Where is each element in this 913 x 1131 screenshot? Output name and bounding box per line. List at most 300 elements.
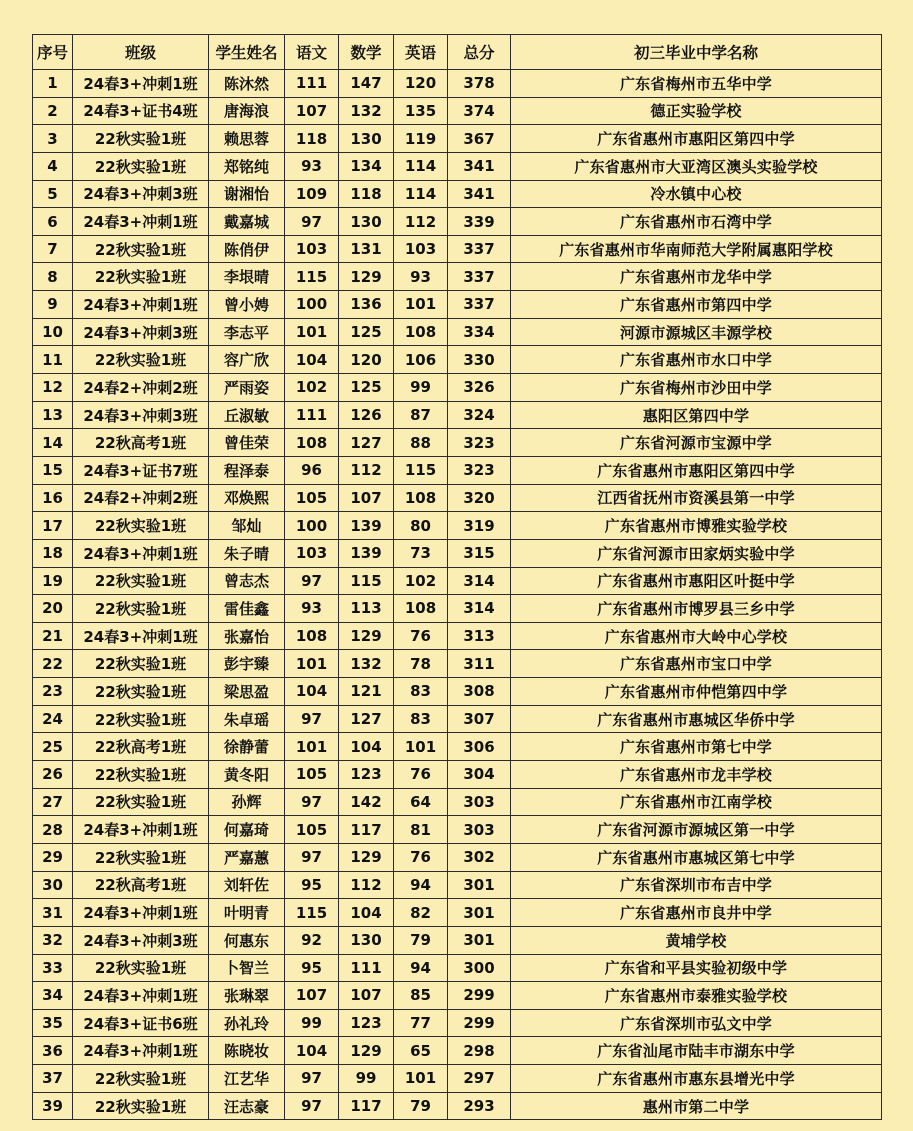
cell-class: 24春2+冲刺2班 <box>73 484 209 512</box>
cell-total: 341 <box>448 152 511 180</box>
table-row <box>33 291 882 319</box>
cell-total: 304 <box>448 761 511 789</box>
cell-class: 22秋高考1班 <box>73 733 209 761</box>
table-row <box>33 650 882 678</box>
cell-total: 378 <box>448 70 511 98</box>
cell-total: 300 <box>448 954 511 982</box>
cell-student: 严嘉蕙 <box>209 843 285 871</box>
cell-class: 22秋实验1班 <box>73 512 209 540</box>
cell-student: 丘淑敏 <box>209 401 285 429</box>
cell-no: 25 <box>33 733 73 761</box>
cell-no: 10 <box>33 318 73 346</box>
table-row <box>33 374 882 402</box>
cell-no: 24 <box>33 705 73 733</box>
cell-math: 127 <box>339 429 394 457</box>
cell-school: 冷水镇中心校 <box>511 180 882 208</box>
cell-no: 6 <box>33 208 73 236</box>
cell-english: 82 <box>394 899 448 927</box>
cell-total: 323 <box>448 456 511 484</box>
cell-class: 24春3+冲刺1班 <box>73 291 209 319</box>
cell-chinese: 95 <box>285 871 339 899</box>
cell-chinese: 96 <box>285 456 339 484</box>
table-row <box>33 401 882 429</box>
cell-english: 76 <box>394 843 448 871</box>
table-row <box>33 346 882 374</box>
cell-chinese: 101 <box>285 733 339 761</box>
table-row <box>33 484 882 512</box>
cell-class: 24春3+冲刺3班 <box>73 401 209 429</box>
cell-total: 326 <box>448 374 511 402</box>
cell-english: 114 <box>394 180 448 208</box>
cell-no: 18 <box>33 539 73 567</box>
cell-english: 77 <box>394 1009 448 1037</box>
cell-no: 9 <box>33 291 73 319</box>
cell-student: 卜智兰 <box>209 954 285 982</box>
cell-school: 广东省惠州市惠阳区叶挺中学 <box>511 567 882 595</box>
cell-total: 341 <box>448 180 511 208</box>
cell-class: 22秋实验1班 <box>73 567 209 595</box>
cell-class: 24春3+冲刺1班 <box>73 1037 209 1065</box>
table-row <box>33 97 882 125</box>
cell-school: 广东省惠州市水口中学 <box>511 346 882 374</box>
cell-school: 广东省惠州市龙丰学校 <box>511 761 882 789</box>
cell-total: 299 <box>448 982 511 1010</box>
table-row <box>33 539 882 567</box>
cell-no: 11 <box>33 346 73 374</box>
cell-english: 112 <box>394 208 448 236</box>
cell-school: 广东省惠州市惠东县增光中学 <box>511 1065 882 1093</box>
cell-class: 22秋实验1班 <box>73 125 209 153</box>
cell-class: 24春2+冲刺2班 <box>73 374 209 402</box>
table-row <box>33 208 882 236</box>
cell-english: 87 <box>394 401 448 429</box>
cell-chinese: 93 <box>285 152 339 180</box>
cell-chinese: 97 <box>285 843 339 871</box>
cell-math: 129 <box>339 1037 394 1065</box>
cell-math: 115 <box>339 567 394 595</box>
cell-chinese: 100 <box>285 291 339 319</box>
cell-school: 广东省惠州市惠阳区第四中学 <box>511 125 882 153</box>
cell-total: 297 <box>448 1065 511 1093</box>
cell-school: 广东省惠州市华南师范大学附属惠阳学校 <box>511 235 882 263</box>
cell-english: 85 <box>394 982 448 1010</box>
cell-school: 广东省惠州市良井中学 <box>511 899 882 927</box>
cell-math: 132 <box>339 97 394 125</box>
cell-total: 314 <box>448 595 511 623</box>
cell-total: 324 <box>448 401 511 429</box>
table-row <box>33 926 882 954</box>
cell-math: 118 <box>339 180 394 208</box>
header-row <box>33 35 882 70</box>
cell-english: 83 <box>394 678 448 706</box>
cell-chinese: 102 <box>285 374 339 402</box>
cell-total: 323 <box>448 429 511 457</box>
table-row <box>33 982 882 1010</box>
table-row <box>33 622 882 650</box>
cell-class: 24春3+冲刺1班 <box>73 622 209 650</box>
cell-total: 303 <box>448 788 511 816</box>
cell-no: 22 <box>33 650 73 678</box>
cell-english: 64 <box>394 788 448 816</box>
cell-chinese: 100 <box>285 512 339 540</box>
cell-english: 135 <box>394 97 448 125</box>
cell-no: 1 <box>33 70 73 98</box>
cell-english: 65 <box>394 1037 448 1065</box>
table-row <box>33 788 882 816</box>
table-row <box>33 567 882 595</box>
table-row <box>33 816 882 844</box>
cell-student: 汪志豪 <box>209 1092 285 1120</box>
cell-chinese: 115 <box>285 263 339 291</box>
cell-chinese: 95 <box>285 954 339 982</box>
cell-english: 80 <box>394 512 448 540</box>
cell-school: 广东省惠州市宝口中学 <box>511 650 882 678</box>
cell-student: 张嘉怡 <box>209 622 285 650</box>
cell-math: 117 <box>339 1092 394 1120</box>
header-total: 总分 <box>448 35 511 70</box>
cell-total: 314 <box>448 567 511 595</box>
cell-student: 程泽泰 <box>209 456 285 484</box>
table-row <box>33 705 882 733</box>
cell-math: 130 <box>339 125 394 153</box>
cell-total: 319 <box>448 512 511 540</box>
cell-student: 曾佳荣 <box>209 429 285 457</box>
table-row <box>33 152 882 180</box>
cell-school: 河源市源城区丰源学校 <box>511 318 882 346</box>
cell-chinese: 109 <box>285 180 339 208</box>
cell-class: 22秋实验1班 <box>73 1065 209 1093</box>
cell-class: 22秋实验1班 <box>73 843 209 871</box>
cell-english: 108 <box>394 595 448 623</box>
cell-student: 邓焕熙 <box>209 484 285 512</box>
cell-student: 刘轩佐 <box>209 871 285 899</box>
cell-math: 104 <box>339 733 394 761</box>
cell-no: 7 <box>33 235 73 263</box>
cell-math: 130 <box>339 926 394 954</box>
cell-math: 130 <box>339 208 394 236</box>
table-row <box>33 843 882 871</box>
cell-no: 14 <box>33 429 73 457</box>
cell-student: 李垠晴 <box>209 263 285 291</box>
cell-student: 徐静蕾 <box>209 733 285 761</box>
cell-student: 何惠东 <box>209 926 285 954</box>
cell-school: 广东省河源市源城区第一中学 <box>511 816 882 844</box>
cell-chinese: 108 <box>285 622 339 650</box>
cell-no: 5 <box>33 180 73 208</box>
cell-english: 73 <box>394 539 448 567</box>
cell-no: 19 <box>33 567 73 595</box>
cell-math: 127 <box>339 705 394 733</box>
cell-english: 106 <box>394 346 448 374</box>
cell-school: 广东省惠州市龙华中学 <box>511 263 882 291</box>
cell-school: 广东省惠州市惠阳区第四中学 <box>511 456 882 484</box>
cell-math: 134 <box>339 152 394 180</box>
cell-student: 容广欣 <box>209 346 285 374</box>
cell-no: 39 <box>33 1092 73 1120</box>
cell-school: 广东省梅州市五华中学 <box>511 70 882 98</box>
cell-class: 22秋实验1班 <box>73 346 209 374</box>
cell-chinese: 97 <box>285 567 339 595</box>
cell-chinese: 97 <box>285 705 339 733</box>
cell-chinese: 97 <box>285 1065 339 1093</box>
cell-chinese: 105 <box>285 761 339 789</box>
cell-math: 142 <box>339 788 394 816</box>
cell-math: 107 <box>339 982 394 1010</box>
table-row <box>33 235 882 263</box>
cell-no: 34 <box>33 982 73 1010</box>
cell-student: 谢湘怡 <box>209 180 285 208</box>
table-row <box>33 678 882 706</box>
cell-chinese: 104 <box>285 346 339 374</box>
cell-class: 22秋实验1班 <box>73 152 209 180</box>
cell-student: 叶明青 <box>209 899 285 927</box>
cell-total: 339 <box>448 208 511 236</box>
cell-total: 334 <box>448 318 511 346</box>
cell-class: 24春3+冲刺3班 <box>73 180 209 208</box>
table-body <box>33 70 882 1120</box>
cell-chinese: 103 <box>285 539 339 567</box>
cell-english: 79 <box>394 926 448 954</box>
cell-class: 24春3+冲刺1班 <box>73 816 209 844</box>
cell-english: 76 <box>394 622 448 650</box>
cell-class: 22秋高考1班 <box>73 871 209 899</box>
cell-total: 301 <box>448 871 511 899</box>
table-row <box>33 595 882 623</box>
cell-school: 广东省河源市田家炳实验中学 <box>511 539 882 567</box>
table-row <box>33 70 882 98</box>
cell-no: 32 <box>33 926 73 954</box>
cell-total: 315 <box>448 539 511 567</box>
table-row <box>33 1009 882 1037</box>
cell-school: 江西省抚州市资溪县第一中学 <box>511 484 882 512</box>
cell-school: 广东省惠州市仲恺第四中学 <box>511 678 882 706</box>
cell-no: 23 <box>33 678 73 706</box>
cell-student: 唐海浪 <box>209 97 285 125</box>
cell-no: 27 <box>33 788 73 816</box>
cell-math: 120 <box>339 346 394 374</box>
table-row <box>33 761 882 789</box>
cell-no: 37 <box>33 1065 73 1093</box>
cell-chinese: 111 <box>285 401 339 429</box>
cell-math: 117 <box>339 816 394 844</box>
cell-class: 22秋实验1班 <box>73 1092 209 1120</box>
cell-student: 邹灿 <box>209 512 285 540</box>
cell-english: 79 <box>394 1092 448 1120</box>
cell-student: 严雨姿 <box>209 374 285 402</box>
cell-chinese: 104 <box>285 1037 339 1065</box>
cell-no: 33 <box>33 954 73 982</box>
cell-math: 123 <box>339 761 394 789</box>
table-row <box>33 429 882 457</box>
cell-total: 320 <box>448 484 511 512</box>
cell-no: 30 <box>33 871 73 899</box>
header-english: 英语 <box>394 35 448 70</box>
cell-total: 301 <box>448 899 511 927</box>
cell-school: 广东省惠州市大亚湾区澳头实验学校 <box>511 152 882 180</box>
table-row <box>33 1037 882 1065</box>
cell-chinese: 107 <box>285 982 339 1010</box>
cell-english: 94 <box>394 954 448 982</box>
cell-school: 惠州市第二中学 <box>511 1092 882 1120</box>
cell-total: 330 <box>448 346 511 374</box>
cell-total: 337 <box>448 235 511 263</box>
cell-math: 104 <box>339 899 394 927</box>
cell-student: 何嘉琦 <box>209 816 285 844</box>
cell-total: 308 <box>448 678 511 706</box>
cell-class: 24春3+证书6班 <box>73 1009 209 1037</box>
cell-school: 广东省和平县实验初级中学 <box>511 954 882 982</box>
cell-english: 78 <box>394 650 448 678</box>
cell-math: 139 <box>339 512 394 540</box>
cell-school: 广东省惠州市江南学校 <box>511 788 882 816</box>
cell-student: 彭宇臻 <box>209 650 285 678</box>
cell-english: 93 <box>394 263 448 291</box>
cell-math: 139 <box>339 539 394 567</box>
cell-school: 广东省梅州市沙田中学 <box>511 374 882 402</box>
cell-chinese: 101 <box>285 650 339 678</box>
cell-english: 119 <box>394 125 448 153</box>
cell-math: 136 <box>339 291 394 319</box>
table-row <box>33 954 882 982</box>
cell-school: 黄埔学校 <box>511 926 882 954</box>
cell-total: 298 <box>448 1037 511 1065</box>
cell-math: 107 <box>339 484 394 512</box>
cell-math: 129 <box>339 843 394 871</box>
cell-class: 24春3+冲刺3班 <box>73 318 209 346</box>
cell-english: 101 <box>394 1065 448 1093</box>
cell-chinese: 103 <box>285 235 339 263</box>
cell-no: 2 <box>33 97 73 125</box>
table-row <box>33 733 882 761</box>
table-row <box>33 263 882 291</box>
cell-math: 123 <box>339 1009 394 1037</box>
cell-class: 24春3+冲刺1班 <box>73 208 209 236</box>
cell-total: 311 <box>448 650 511 678</box>
cell-math: 125 <box>339 318 394 346</box>
cell-math: 112 <box>339 871 394 899</box>
cell-school: 广东省汕尾市陆丰市湖东中学 <box>511 1037 882 1065</box>
cell-english: 102 <box>394 567 448 595</box>
cell-chinese: 115 <box>285 899 339 927</box>
cell-no: 35 <box>33 1009 73 1037</box>
cell-class: 22秋实验1班 <box>73 235 209 263</box>
cell-no: 4 <box>33 152 73 180</box>
cell-student: 孙辉 <box>209 788 285 816</box>
cell-chinese: 111 <box>285 70 339 98</box>
cell-class: 22秋实验1班 <box>73 705 209 733</box>
cell-school: 广东省惠州市惠城区第七中学 <box>511 843 882 871</box>
header-no: 序号 <box>33 35 73 70</box>
cell-student: 张琳翠 <box>209 982 285 1010</box>
cell-no: 21 <box>33 622 73 650</box>
cell-no: 8 <box>33 263 73 291</box>
table-row <box>33 180 882 208</box>
cell-class: 24春3+证书4班 <box>73 97 209 125</box>
cell-chinese: 104 <box>285 678 339 706</box>
cell-math: 113 <box>339 595 394 623</box>
cell-chinese: 105 <box>285 816 339 844</box>
cell-math: 121 <box>339 678 394 706</box>
cell-no: 3 <box>33 125 73 153</box>
cell-total: 337 <box>448 263 511 291</box>
cell-chinese: 108 <box>285 429 339 457</box>
cell-class: 22秋实验1班 <box>73 788 209 816</box>
cell-english: 103 <box>394 235 448 263</box>
cell-student: 曾志杰 <box>209 567 285 595</box>
cell-total: 313 <box>448 622 511 650</box>
cell-school: 广东省深圳市布吉中学 <box>511 871 882 899</box>
cell-no: 15 <box>33 456 73 484</box>
cell-no: 36 <box>33 1037 73 1065</box>
cell-class: 22秋实验1班 <box>73 263 209 291</box>
table-row <box>33 318 882 346</box>
cell-total: 299 <box>448 1009 511 1037</box>
cell-school: 广东省惠州市大岭中心学校 <box>511 622 882 650</box>
cell-student: 朱子晴 <box>209 539 285 567</box>
cell-chinese: 97 <box>285 208 339 236</box>
score-table <box>32 34 882 1120</box>
cell-class: 24春3+冲刺1班 <box>73 982 209 1010</box>
cell-school: 广东省惠州市第四中学 <box>511 291 882 319</box>
cell-math: 112 <box>339 456 394 484</box>
table-row <box>33 125 882 153</box>
cell-no: 26 <box>33 761 73 789</box>
cell-english: 108 <box>394 318 448 346</box>
cell-student: 曾小娉 <box>209 291 285 319</box>
cell-school: 广东省惠州市惠城区华侨中学 <box>511 705 882 733</box>
cell-school: 广东省惠州市博雅实验学校 <box>511 512 882 540</box>
cell-student: 陈沐然 <box>209 70 285 98</box>
score-table-container <box>32 34 881 1120</box>
cell-english: 101 <box>394 291 448 319</box>
cell-math: 131 <box>339 235 394 263</box>
cell-math: 125 <box>339 374 394 402</box>
cell-total: 303 <box>448 816 511 844</box>
cell-class: 22秋实验1班 <box>73 595 209 623</box>
cell-class: 24春3+冲刺1班 <box>73 70 209 98</box>
cell-class: 24春3+冲刺1班 <box>73 899 209 927</box>
cell-math: 129 <box>339 622 394 650</box>
cell-english: 120 <box>394 70 448 98</box>
cell-total: 302 <box>448 843 511 871</box>
cell-school: 惠阳区第四中学 <box>511 401 882 429</box>
cell-english: 115 <box>394 456 448 484</box>
cell-class: 22秋高考1班 <box>73 429 209 457</box>
cell-class: 24春3+冲刺1班 <box>73 539 209 567</box>
cell-chinese: 105 <box>285 484 339 512</box>
cell-chinese: 97 <box>285 788 339 816</box>
cell-english: 108 <box>394 484 448 512</box>
cell-school: 广东省惠州市博罗县三乡中学 <box>511 595 882 623</box>
table-row <box>33 871 882 899</box>
table-row <box>33 1065 882 1093</box>
cell-student: 黄冬阳 <box>209 761 285 789</box>
cell-school: 广东省惠州市第七中学 <box>511 733 882 761</box>
cell-school: 德正实验学校 <box>511 97 882 125</box>
cell-total: 374 <box>448 97 511 125</box>
cell-chinese: 101 <box>285 318 339 346</box>
cell-school: 广东省河源市宝源中学 <box>511 429 882 457</box>
cell-chinese: 99 <box>285 1009 339 1037</box>
cell-english: 94 <box>394 871 448 899</box>
cell-school: 广东省惠州市石湾中学 <box>511 208 882 236</box>
table-row <box>33 899 882 927</box>
cell-student: 朱卓瑶 <box>209 705 285 733</box>
cell-class: 22秋实验1班 <box>73 650 209 678</box>
cell-no: 13 <box>33 401 73 429</box>
cell-no: 12 <box>33 374 73 402</box>
cell-total: 301 <box>448 926 511 954</box>
